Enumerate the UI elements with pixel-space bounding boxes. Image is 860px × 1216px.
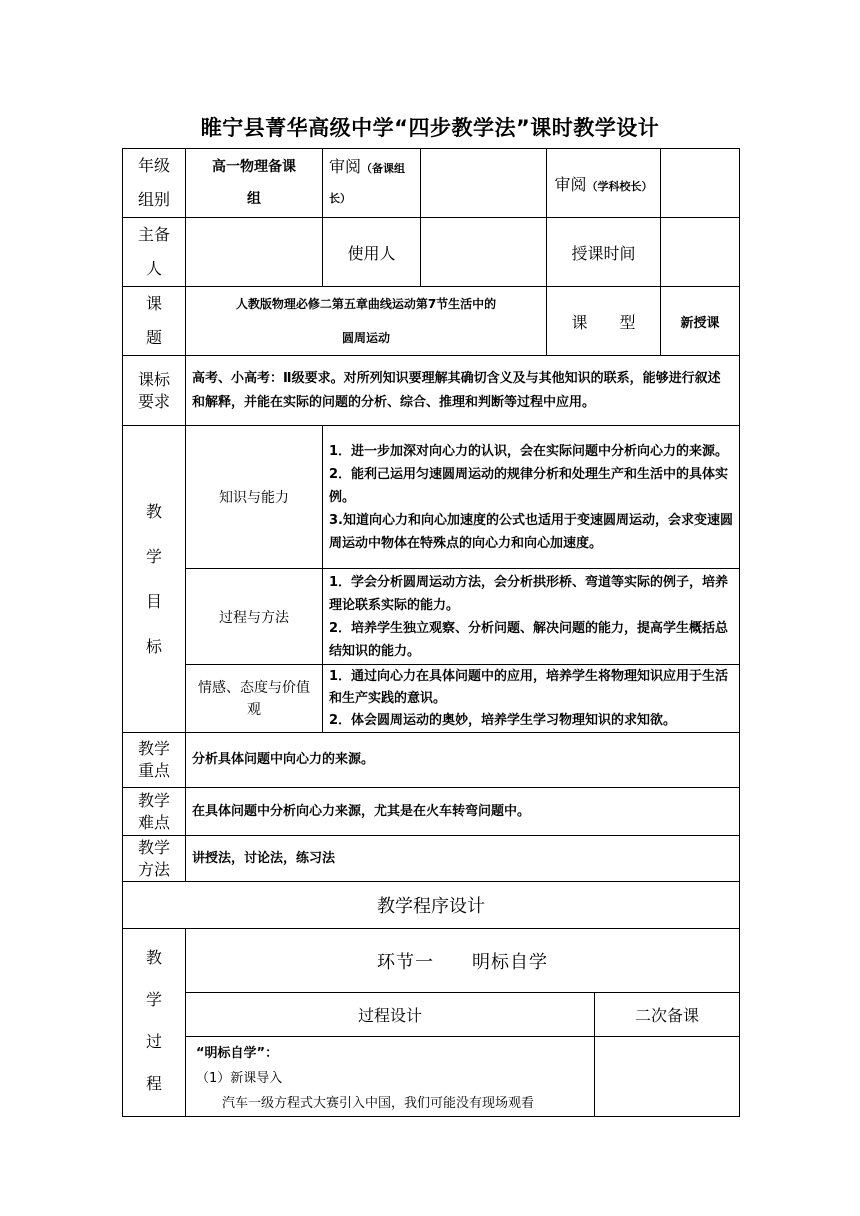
list-item: 3.知道向心力和向心加速度的公式也适用于变速圆周运动，会求变速圆周运动中物体在特殊点的向心力和向心加速度。 [329, 512, 733, 551]
type-value: 新授课 [661, 287, 740, 356]
knowledge-label: 知识与能力 [186, 426, 323, 569]
list-item: 1．通过向心力在具体问题中的应用，培养学生将物理知识应用于生活和生产实践的意识。 [329, 668, 729, 706]
content-line: （1）新课导入 [196, 1071, 283, 1086]
content-line: “明标自学”： [196, 1046, 279, 1061]
list-item: 1．学会分析圆周运动方法，会分析拱形桥、弯道等实际的例子，培养理论联系实际的能力。 [329, 574, 729, 613]
standard-label: 课标 要求 [123, 356, 186, 426]
grade-value: 高一物理备课 组 [186, 149, 323, 218]
knowledge-items [323, 426, 740, 569]
lesson-plan-table [122, 148, 740, 1117]
review-principal-value [661, 149, 740, 218]
review-group-label: 审阅（备课组 长） [323, 149, 421, 218]
emotion-label: 情感、态度与价值 观 [186, 665, 323, 733]
time-value [661, 218, 740, 287]
difficulty-label: 教学 难点 [123, 788, 186, 836]
method-text: 讲授法，讨论法，练习法 [186, 836, 740, 882]
list-item: 2．体会圆周运动的奥妙，培养学生学习物理知识的求知欲。 [329, 712, 677, 728]
emotion-items [323, 665, 740, 733]
procedure-title: 教学程序设计 [123, 882, 740, 929]
list-item: 2．能利己运用匀速圆周运动的规律分析和处理生产和生活中的具体实例。 [329, 466, 729, 505]
process-label: 过程与方法 [186, 569, 323, 665]
time-label: 授课时间 [547, 218, 661, 287]
key-point-text: 分析具体问题中向心力的来源。 [186, 733, 740, 788]
stage-title: 环节一 明标自学 [186, 929, 740, 993]
key-point-label: 教学 重点 [123, 733, 186, 788]
grade-label: 年级 组别 [123, 149, 186, 218]
notes-column-header: 二次备课 [595, 993, 740, 1037]
process-items [323, 569, 740, 665]
goals-label: 教 学 目 标 [123, 426, 186, 733]
standard-text: 高考、小高考：Ⅱ级要求。对所列知识要理解其确切含义及与其他知识的联系，能够进行叙述和解释，并能在实际的问题的分析、综合、推理和判断等过程中应用。 [186, 356, 740, 426]
page-title: 睢宁县菁华高级中学“四步教学法”课时教学设计 [200, 116, 660, 140]
procedure-label: 教 学 过 程 [123, 929, 186, 1117]
method-label: 教学 方法 [123, 836, 186, 882]
type-label: 课 型 [547, 287, 661, 356]
design-content [186, 1037, 595, 1117]
list-item: 1．进一步加深对向心力的认识，会在实际问题中分析向心力的来源。 [329, 443, 729, 459]
list-item: 2．培养学生独立观察、分析问题、解决问题的能力，提高学生概括总结知识的能力。 [329, 620, 729, 659]
review-group-value [421, 149, 547, 218]
user-value [421, 218, 547, 287]
content-line: 汽车一级方程式大赛引入中国，我们可能没有现场观看 [222, 1096, 535, 1111]
notes-content [595, 1037, 740, 1117]
design-column-header: 过程设计 [186, 993, 595, 1037]
difficulty-text: 在具体问题中分析向心力来源，尤其是在火车转弯问题中。 [186, 788, 740, 836]
preparer-value [186, 218, 323, 287]
topic-label: 课 题 [123, 287, 186, 356]
user-label: 使用人 [323, 218, 421, 287]
review-principal-label: 审阅（学科校长） [547, 149, 661, 218]
topic-value: 人教版物理必修二第五章曲线运动第7节生活中的 圆周运动 [186, 287, 547, 356]
preparer-label: 主备 人 [123, 218, 186, 287]
